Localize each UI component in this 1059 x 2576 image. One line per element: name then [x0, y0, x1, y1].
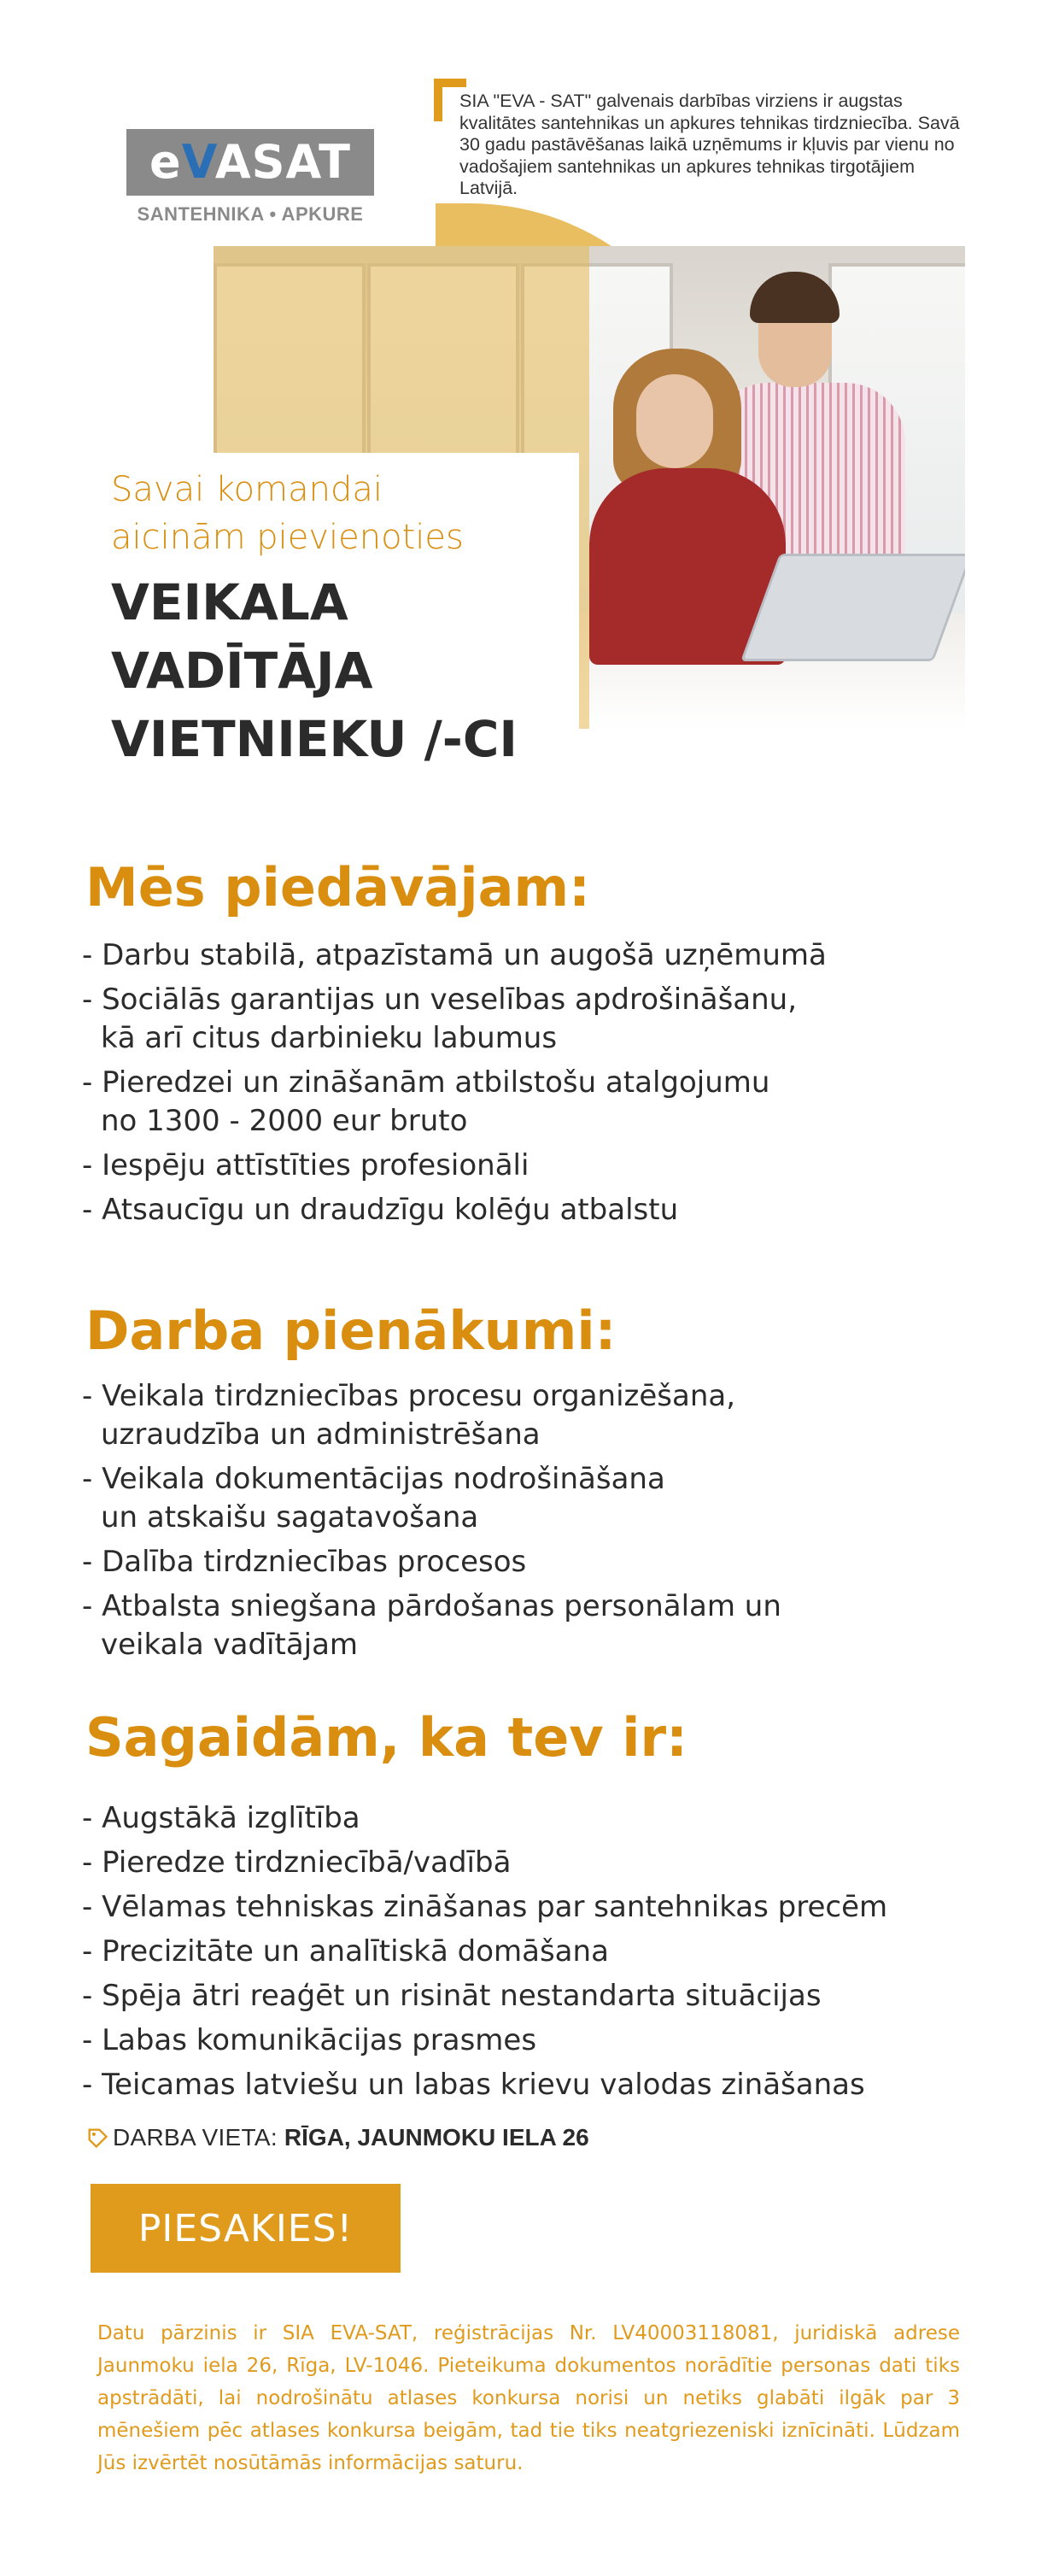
job-title: [111, 568, 589, 773]
requirement-item: - Labas komunikācijas prasmes: [82, 2023, 537, 2057]
apply-button[interactable]: PIESAKIES!: [91, 2184, 401, 2273]
logo-wordmark: eVASAT: [149, 135, 351, 189]
invite-line-2: aicinām pievienoties: [111, 518, 464, 557]
invite-line-1: Savai komandai: [111, 470, 383, 509]
invite-text: [111, 466, 641, 561]
duties-heading: Darba pienākumi:: [85, 1300, 617, 1362]
logo-tagline: SANTEHNIKA • APKURE: [137, 203, 364, 225]
work-location: [85, 2124, 589, 2151]
location-label: DARBA VIETA:: [113, 2124, 278, 2151]
requirement-item: - Precizitāte un analītiskā domāšana: [82, 1934, 609, 1969]
duty-item: - Veikala dokumentācijas nodrošināšana un atskaišu sagatavošana: [82, 1462, 665, 1534]
requirement-item: - Teicamas latviešu un labas krievu valodas zināšanas: [82, 2068, 865, 2102]
requirements-heading: Sagaidām, ka tev ir:: [85, 1706, 687, 1769]
laptop-illustration: [740, 554, 965, 661]
requirement-item: - Spēja ātri reaģēt un risināt nestandarta situācijas: [82, 1979, 822, 2013]
duty-item: - Veikala tirdzniecības procesu organizēšana, uzraudzība un administrēšana: [82, 1379, 736, 1452]
offer-list: [82, 936, 1004, 1235]
location-value: RĪGA, JAUNMOKU IELA 26: [284, 2124, 589, 2151]
duty-item: - Atbalsta sniegšana pārdošanas personālam un veikala vadītājam: [82, 1589, 781, 1662]
duties-list: [82, 1377, 1004, 1670]
offer-item: - Sociālās garantijas un veselības apdrošināšanu, kā arī citus darbinieku labumus: [82, 983, 798, 1055]
offer-heading: Mēs piedāvājam:: [85, 856, 590, 918]
requirement-item: - Vēlamas tehniskas zināšanas par santehnikas precēm: [82, 1890, 888, 1924]
requirement-item: - Pieredze tirdzniecībā/vadībā: [82, 1845, 512, 1880]
duty-item: - Dalība tirdzniecības procesos: [82, 1545, 527, 1579]
company-intro: SIA "EVA - SAT" galvenais darbības virziens ir augstas kvalitātes santehnikas un apkures tehnikas tirdzniecība. Savā 30 gadu pastāvēšanas laikā uzņēmums ir kļuvis par vienu no vadošajiem santehnikas un apkures tehnikas tirgotājiem Latvijā.: [459, 91, 960, 199]
offer-item: - Pieredzei un zināšanām atbilstošu atalgojumu no 1300 - 2000 eur bruto: [82, 1065, 770, 1138]
offer-item: - Atsaucīgu un draudzīgu kolēģu atbalstu: [82, 1193, 679, 1227]
requirement-item: - Augstākā izglītība: [82, 1801, 360, 1835]
location-pin-icon: [85, 2126, 109, 2150]
job-title-line-1: VEIKALA: [111, 573, 348, 631]
offer-item: - Iespēju attīstīties profesionāli: [82, 1148, 530, 1182]
company-logo: [126, 129, 374, 196]
privacy-notice: Datu pārzinis ir SIA EVA-SAT, reģistrācijas Nr. LV40003118081, juridiskā adrese Jaunmoku iela 26, Rīga, LV-1046. Pieteikuma dokumentos norādītie personas dati tiks apstrādāti, lai nodrošinātu atlases konkursa norisi un netiks glabāti ilgāk par 3 mēnešiem pēc atlases konkursa beigām, tad tie tiks neatgriezeniski iznīcināti. Lūdzam Jūs izvērtēt nosūtāmās informācijas saturu.: [97, 2322, 960, 2474]
offer-item: - Darbu stabilā, atpazīstamā un augošā uzņēmumā: [82, 938, 827, 972]
job-title-line-2: VADĪTĀJA: [111, 642, 373, 700]
requirements-list: [82, 1799, 1004, 2110]
job-title-line-3: VIETNIEKU /-CI: [111, 710, 518, 768]
